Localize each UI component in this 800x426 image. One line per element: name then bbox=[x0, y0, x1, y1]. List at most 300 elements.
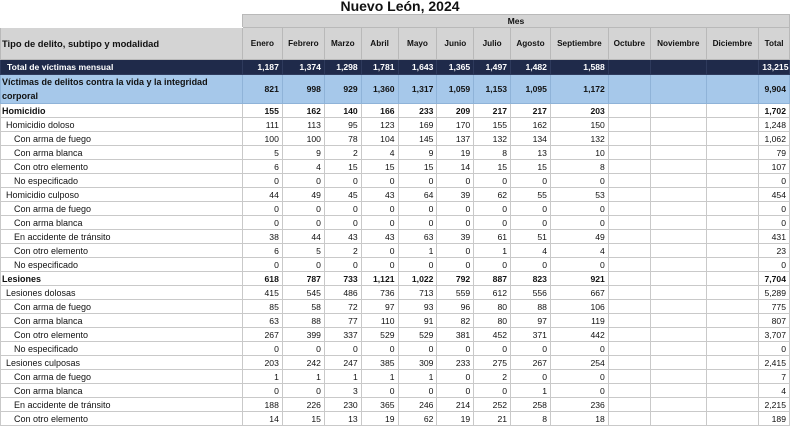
month-value-cell: 1,482 bbox=[511, 60, 551, 75]
month-value-cell: 19 bbox=[361, 412, 398, 426]
month-value-cell: 0 bbox=[324, 202, 361, 216]
month-value-cell: 0 bbox=[282, 174, 324, 188]
month-value-cell: 1,022 bbox=[398, 272, 437, 286]
month-column-header: Noviembre bbox=[650, 28, 706, 60]
month-value-cell: 1,317 bbox=[398, 75, 437, 104]
month-value-cell: 0 bbox=[511, 202, 551, 216]
total-value-cell: 7 bbox=[759, 370, 790, 384]
month-value-cell: 0 bbox=[324, 216, 361, 230]
month-column-header: Agosto bbox=[511, 28, 551, 60]
month-column-header: Marzo bbox=[324, 28, 361, 60]
month-value-cell bbox=[608, 412, 650, 426]
month-value-cell bbox=[608, 146, 650, 160]
month-value-cell bbox=[706, 132, 759, 146]
month-value-cell bbox=[608, 258, 650, 272]
month-value-cell: 43 bbox=[361, 188, 398, 202]
month-value-cell: 667 bbox=[550, 286, 608, 300]
month-value-cell: 64 bbox=[398, 188, 437, 202]
row-label: No especificado bbox=[1, 174, 243, 188]
table-row bbox=[1, 398, 790, 412]
month-value-cell: 0 bbox=[550, 202, 608, 216]
month-value-cell: 0 bbox=[398, 384, 437, 398]
month-value-cell bbox=[706, 160, 759, 174]
month-value-cell: 0 bbox=[474, 258, 511, 272]
month-value-cell: 0 bbox=[398, 258, 437, 272]
month-value-cell bbox=[608, 356, 650, 370]
month-value-cell: 15 bbox=[511, 160, 551, 174]
month-value-cell: 0 bbox=[361, 384, 398, 398]
month-column-header: Junio bbox=[437, 28, 474, 60]
row-label: No especificado bbox=[1, 342, 243, 356]
month-value-cell: 140 bbox=[324, 104, 361, 118]
month-value-cell: 0 bbox=[437, 258, 474, 272]
month-value-cell: 58 bbox=[282, 300, 324, 314]
month-value-cell: 97 bbox=[361, 300, 398, 314]
row-label: En accidente de tránsito bbox=[1, 398, 243, 412]
month-value-cell bbox=[650, 118, 706, 132]
table-row bbox=[1, 146, 790, 160]
month-value-cell: 106 bbox=[550, 300, 608, 314]
row-label: Lesiones culposas bbox=[1, 356, 243, 370]
month-value-cell: 169 bbox=[398, 118, 437, 132]
month-value-cell bbox=[650, 188, 706, 202]
month-value-cell: 77 bbox=[324, 314, 361, 328]
month-value-cell: 155 bbox=[242, 104, 282, 118]
month-value-cell: 0 bbox=[324, 342, 361, 356]
month-value-cell: 998 bbox=[282, 75, 324, 104]
total-value-cell: 4 bbox=[759, 384, 790, 398]
month-value-cell: 45 bbox=[324, 188, 361, 202]
month-value-cell: 80 bbox=[474, 300, 511, 314]
month-value-cell: 9 bbox=[282, 146, 324, 160]
month-value-cell bbox=[650, 356, 706, 370]
month-value-cell: 252 bbox=[474, 398, 511, 412]
mes-header: Mes bbox=[242, 15, 789, 28]
row-label: Total de víctimas mensual bbox=[1, 60, 243, 75]
month-value-cell: 0 bbox=[550, 258, 608, 272]
month-value-cell: 43 bbox=[324, 230, 361, 244]
month-value-cell: 2 bbox=[324, 244, 361, 258]
month-value-cell: 80 bbox=[474, 314, 511, 328]
month-value-cell: 381 bbox=[437, 328, 474, 342]
row-label: Homicidio culposo bbox=[1, 188, 243, 202]
row-label: Con otro elemento bbox=[1, 412, 243, 426]
month-value-cell: 10 bbox=[550, 146, 608, 160]
month-group-header bbox=[1, 15, 790, 28]
month-value-cell: 0 bbox=[242, 258, 282, 272]
month-value-cell: 0 bbox=[282, 258, 324, 272]
month-value-cell: 0 bbox=[324, 258, 361, 272]
row-label: No especificado bbox=[1, 258, 243, 272]
month-value-cell: 0 bbox=[437, 370, 474, 384]
month-value-cell: 39 bbox=[437, 230, 474, 244]
month-value-cell: 134 bbox=[511, 132, 551, 146]
month-value-cell bbox=[608, 174, 650, 188]
row-label: Homicidio bbox=[1, 104, 243, 118]
month-value-cell: 309 bbox=[398, 356, 437, 370]
table-row bbox=[1, 230, 790, 244]
blank-header-cell bbox=[1, 15, 243, 28]
month-value-cell: 0 bbox=[511, 258, 551, 272]
month-value-cell: 155 bbox=[474, 118, 511, 132]
month-value-cell: 0 bbox=[361, 216, 398, 230]
report-title: Nuevo León, 2024 bbox=[340, 0, 460, 14]
month-value-cell bbox=[608, 314, 650, 328]
month-column-header: Octubre bbox=[608, 28, 650, 60]
table-row bbox=[1, 370, 790, 384]
month-value-cell: 733 bbox=[324, 272, 361, 286]
month-value-cell: 0 bbox=[550, 342, 608, 356]
month-value-cell: 188 bbox=[242, 398, 282, 412]
month-value-cell: 63 bbox=[242, 314, 282, 328]
month-value-cell: 486 bbox=[324, 286, 361, 300]
table-row bbox=[1, 384, 790, 398]
total-value-cell: 0 bbox=[759, 174, 790, 188]
month-value-cell: 1,172 bbox=[550, 75, 608, 104]
month-value-cell bbox=[608, 300, 650, 314]
table-row bbox=[1, 314, 790, 328]
month-value-cell bbox=[650, 104, 706, 118]
month-value-cell: 0 bbox=[511, 342, 551, 356]
month-value-cell bbox=[650, 244, 706, 258]
month-value-cell: 0 bbox=[550, 216, 608, 230]
total-value-cell: 2,215 bbox=[759, 398, 790, 412]
month-value-cell bbox=[608, 132, 650, 146]
month-value-cell bbox=[650, 258, 706, 272]
month-value-cell bbox=[706, 174, 759, 188]
row-label: Con otro elemento bbox=[1, 160, 243, 174]
month-value-cell bbox=[706, 75, 759, 104]
table-row bbox=[1, 202, 790, 216]
month-value-cell: 713 bbox=[398, 286, 437, 300]
month-value-cell: 53 bbox=[550, 188, 608, 202]
total-value-cell: 189 bbox=[759, 412, 790, 426]
row-label: Lesiones bbox=[1, 272, 243, 286]
month-value-cell bbox=[650, 398, 706, 412]
row-label: Con arma de fuego bbox=[1, 370, 243, 384]
month-value-cell: 0 bbox=[398, 342, 437, 356]
month-value-cell: 104 bbox=[361, 132, 398, 146]
month-value-cell: 1,374 bbox=[282, 60, 324, 75]
table-row bbox=[1, 132, 790, 146]
month-value-cell: 0 bbox=[550, 370, 608, 384]
month-value-cell: 0 bbox=[437, 244, 474, 258]
month-value-cell: 62 bbox=[398, 412, 437, 426]
month-value-cell: 15 bbox=[361, 160, 398, 174]
month-value-cell: 226 bbox=[282, 398, 324, 412]
total-value-cell: 0 bbox=[759, 216, 790, 230]
month-value-cell: 1,588 bbox=[550, 60, 608, 75]
month-column-header: Mayo bbox=[398, 28, 437, 60]
month-value-cell bbox=[608, 272, 650, 286]
total-value-cell: 807 bbox=[759, 314, 790, 328]
month-value-cell bbox=[650, 286, 706, 300]
month-value-cell bbox=[706, 328, 759, 342]
month-value-cell: 0 bbox=[242, 384, 282, 398]
month-value-cell bbox=[706, 60, 759, 75]
month-value-cell bbox=[706, 244, 759, 258]
month-value-cell: 0 bbox=[437, 342, 474, 356]
month-value-cell: 230 bbox=[324, 398, 361, 412]
month-value-cell: 1,059 bbox=[437, 75, 474, 104]
month-value-cell: 14 bbox=[437, 160, 474, 174]
month-value-cell: 0 bbox=[474, 342, 511, 356]
month-value-cell: 3 bbox=[324, 384, 361, 398]
month-value-cell: 0 bbox=[511, 370, 551, 384]
month-value-cell: 1,298 bbox=[324, 60, 361, 75]
month-value-cell: 96 bbox=[437, 300, 474, 314]
month-value-cell bbox=[706, 300, 759, 314]
month-value-cell: 61 bbox=[474, 230, 511, 244]
month-value-cell: 618 bbox=[242, 272, 282, 286]
month-value-cell bbox=[706, 398, 759, 412]
table-row bbox=[1, 244, 790, 258]
month-value-cell bbox=[608, 118, 650, 132]
month-value-cell bbox=[650, 60, 706, 75]
month-value-cell: 203 bbox=[550, 104, 608, 118]
month-value-cell: 233 bbox=[437, 356, 474, 370]
month-value-cell: 0 bbox=[474, 216, 511, 230]
table-row bbox=[1, 188, 790, 202]
month-value-cell: 1 bbox=[324, 370, 361, 384]
month-value-cell bbox=[650, 160, 706, 174]
month-value-cell: 0 bbox=[242, 342, 282, 356]
month-value-cell bbox=[608, 230, 650, 244]
month-value-cell: 15 bbox=[398, 160, 437, 174]
month-value-cell bbox=[650, 202, 706, 216]
month-value-cell: 15 bbox=[324, 160, 361, 174]
month-column-header: Septiembre bbox=[550, 28, 608, 60]
month-value-cell: 823 bbox=[511, 272, 551, 286]
month-value-cell: 9 bbox=[398, 146, 437, 160]
month-value-cell bbox=[706, 188, 759, 202]
month-value-cell: 217 bbox=[474, 104, 511, 118]
month-value-cell: 209 bbox=[437, 104, 474, 118]
victims-table bbox=[0, 14, 790, 426]
month-value-cell: 51 bbox=[511, 230, 551, 244]
month-value-cell bbox=[706, 202, 759, 216]
month-value-cell: 1,095 bbox=[511, 75, 551, 104]
total-value-cell: 775 bbox=[759, 300, 790, 314]
month-value-cell bbox=[608, 104, 650, 118]
month-value-cell: 88 bbox=[282, 314, 324, 328]
month-value-cell: 0 bbox=[398, 216, 437, 230]
month-value-cell bbox=[706, 104, 759, 118]
total-value-cell: 13,215 bbox=[759, 60, 790, 75]
month-value-cell bbox=[650, 342, 706, 356]
month-value-cell: 38 bbox=[242, 230, 282, 244]
month-value-cell: 529 bbox=[398, 328, 437, 342]
month-value-cell: 13 bbox=[511, 146, 551, 160]
month-value-cell: 62 bbox=[474, 188, 511, 202]
month-value-cell: 162 bbox=[282, 104, 324, 118]
month-value-cell: 1,153 bbox=[474, 75, 511, 104]
month-value-cell: 787 bbox=[282, 272, 324, 286]
month-value-cell: 91 bbox=[398, 314, 437, 328]
month-value-cell: 0 bbox=[361, 342, 398, 356]
month-value-cell: 0 bbox=[282, 342, 324, 356]
month-value-cell: 21 bbox=[474, 412, 511, 426]
month-value-cell: 15 bbox=[474, 160, 511, 174]
month-value-cell: 0 bbox=[282, 216, 324, 230]
table-row bbox=[1, 216, 790, 230]
row-label: Con otro elemento bbox=[1, 328, 243, 342]
month-value-cell bbox=[608, 384, 650, 398]
month-value-cell: 4 bbox=[282, 160, 324, 174]
month-value-cell: 399 bbox=[282, 328, 324, 342]
month-value-cell: 95 bbox=[324, 118, 361, 132]
month-value-cell: 150 bbox=[550, 118, 608, 132]
month-value-cell: 545 bbox=[282, 286, 324, 300]
total-value-cell: 9,904 bbox=[759, 75, 790, 104]
month-value-cell: 0 bbox=[242, 216, 282, 230]
month-value-cell: 49 bbox=[550, 230, 608, 244]
month-value-cell: 0 bbox=[511, 216, 551, 230]
month-value-cell: 1,121 bbox=[361, 272, 398, 286]
row-label: Con arma de fuego bbox=[1, 132, 243, 146]
month-value-cell bbox=[650, 132, 706, 146]
month-value-cell: 217 bbox=[511, 104, 551, 118]
month-value-cell: 0 bbox=[282, 384, 324, 398]
month-value-cell: 44 bbox=[282, 230, 324, 244]
total-value-cell: 3,707 bbox=[759, 328, 790, 342]
month-value-cell: 49 bbox=[282, 188, 324, 202]
total-value-cell: 0 bbox=[759, 202, 790, 216]
month-value-cell bbox=[706, 118, 759, 132]
month-value-cell: 1,781 bbox=[361, 60, 398, 75]
row-label: Con arma de fuego bbox=[1, 202, 243, 216]
month-value-cell bbox=[706, 342, 759, 356]
row-label: Con arma blanca bbox=[1, 384, 243, 398]
month-value-cell bbox=[608, 202, 650, 216]
month-value-cell: 275 bbox=[474, 356, 511, 370]
month-value-cell: 93 bbox=[398, 300, 437, 314]
total-value-cell: 454 bbox=[759, 188, 790, 202]
month-value-cell bbox=[706, 230, 759, 244]
month-value-cell: 736 bbox=[361, 286, 398, 300]
month-value-cell bbox=[650, 328, 706, 342]
life-integrity-row bbox=[1, 75, 790, 104]
month-value-cell bbox=[650, 272, 706, 286]
month-value-cell: 19 bbox=[437, 146, 474, 160]
month-value-cell bbox=[706, 258, 759, 272]
column-header-row bbox=[1, 28, 790, 60]
month-value-cell: 242 bbox=[282, 356, 324, 370]
month-value-cell: 8 bbox=[550, 160, 608, 174]
month-value-cell: 1 bbox=[242, 370, 282, 384]
month-value-cell: 5 bbox=[282, 244, 324, 258]
month-value-cell bbox=[706, 272, 759, 286]
month-value-cell: 88 bbox=[511, 300, 551, 314]
row-label: Con arma blanca bbox=[1, 216, 243, 230]
month-value-cell: 2 bbox=[474, 370, 511, 384]
month-value-cell: 556 bbox=[511, 286, 551, 300]
table-row bbox=[1, 328, 790, 342]
table-row bbox=[1, 118, 790, 132]
month-value-cell: 145 bbox=[398, 132, 437, 146]
month-value-cell: 4 bbox=[550, 244, 608, 258]
month-value-cell bbox=[608, 216, 650, 230]
month-value-cell: 44 bbox=[242, 188, 282, 202]
month-value-cell: 236 bbox=[550, 398, 608, 412]
total-value-cell: 107 bbox=[759, 160, 790, 174]
month-value-cell: 0 bbox=[361, 202, 398, 216]
month-value-cell bbox=[650, 300, 706, 314]
month-value-cell: 0 bbox=[474, 202, 511, 216]
month-value-cell: 170 bbox=[437, 118, 474, 132]
month-value-cell bbox=[706, 314, 759, 328]
row-label: Con arma de fuego bbox=[1, 300, 243, 314]
total-victims-row bbox=[1, 60, 790, 75]
month-value-cell: 0 bbox=[550, 384, 608, 398]
month-value-cell: 1,497 bbox=[474, 60, 511, 75]
row-label: Víctimas de delitos contra la vida y la integridad corporal bbox=[1, 75, 243, 104]
month-value-cell: 1 bbox=[474, 244, 511, 258]
month-value-cell bbox=[706, 412, 759, 426]
month-value-cell bbox=[706, 370, 759, 384]
month-value-cell bbox=[706, 356, 759, 370]
month-value-cell: 18 bbox=[550, 412, 608, 426]
month-value-cell: 43 bbox=[361, 230, 398, 244]
month-value-cell bbox=[650, 174, 706, 188]
total-value-cell: 5,289 bbox=[759, 286, 790, 300]
month-value-cell: 137 bbox=[437, 132, 474, 146]
month-value-cell: 385 bbox=[361, 356, 398, 370]
month-value-cell: 8 bbox=[474, 146, 511, 160]
month-value-cell: 123 bbox=[361, 118, 398, 132]
month-value-cell: 39 bbox=[437, 188, 474, 202]
table-row bbox=[1, 174, 790, 188]
month-value-cell: 132 bbox=[474, 132, 511, 146]
month-value-cell: 15 bbox=[282, 412, 324, 426]
month-value-cell: 337 bbox=[324, 328, 361, 342]
month-value-cell: 612 bbox=[474, 286, 511, 300]
month-value-cell: 97 bbox=[511, 314, 551, 328]
month-value-cell: 1,643 bbox=[398, 60, 437, 75]
month-value-cell bbox=[608, 398, 650, 412]
month-value-cell: 132 bbox=[550, 132, 608, 146]
month-value-cell: 162 bbox=[511, 118, 551, 132]
month-value-cell bbox=[608, 342, 650, 356]
month-value-cell: 4 bbox=[511, 244, 551, 258]
month-value-cell: 247 bbox=[324, 356, 361, 370]
total-value-cell: 7,704 bbox=[759, 272, 790, 286]
row-label: Con otro elemento bbox=[1, 244, 243, 258]
month-value-cell: 1,187 bbox=[242, 60, 282, 75]
table-row bbox=[1, 286, 790, 300]
month-value-cell bbox=[706, 216, 759, 230]
month-value-cell: 442 bbox=[550, 328, 608, 342]
month-column-header: Febrero bbox=[282, 28, 324, 60]
month-value-cell bbox=[608, 286, 650, 300]
month-value-cell: 254 bbox=[550, 356, 608, 370]
month-value-cell: 0 bbox=[361, 244, 398, 258]
total-value-cell: 0 bbox=[759, 342, 790, 356]
month-value-cell: 113 bbox=[282, 118, 324, 132]
month-value-cell bbox=[608, 160, 650, 174]
month-column-header: Enero bbox=[242, 28, 282, 60]
month-value-cell: 100 bbox=[242, 132, 282, 146]
table-row bbox=[1, 272, 790, 286]
month-value-cell: 166 bbox=[361, 104, 398, 118]
month-value-cell bbox=[650, 370, 706, 384]
table-row bbox=[1, 104, 790, 118]
month-value-cell: 1,360 bbox=[361, 75, 398, 104]
row-label: Lesiones dolosas bbox=[1, 286, 243, 300]
month-value-cell: 0 bbox=[398, 202, 437, 216]
month-value-cell: 0 bbox=[242, 174, 282, 188]
month-value-cell bbox=[650, 314, 706, 328]
